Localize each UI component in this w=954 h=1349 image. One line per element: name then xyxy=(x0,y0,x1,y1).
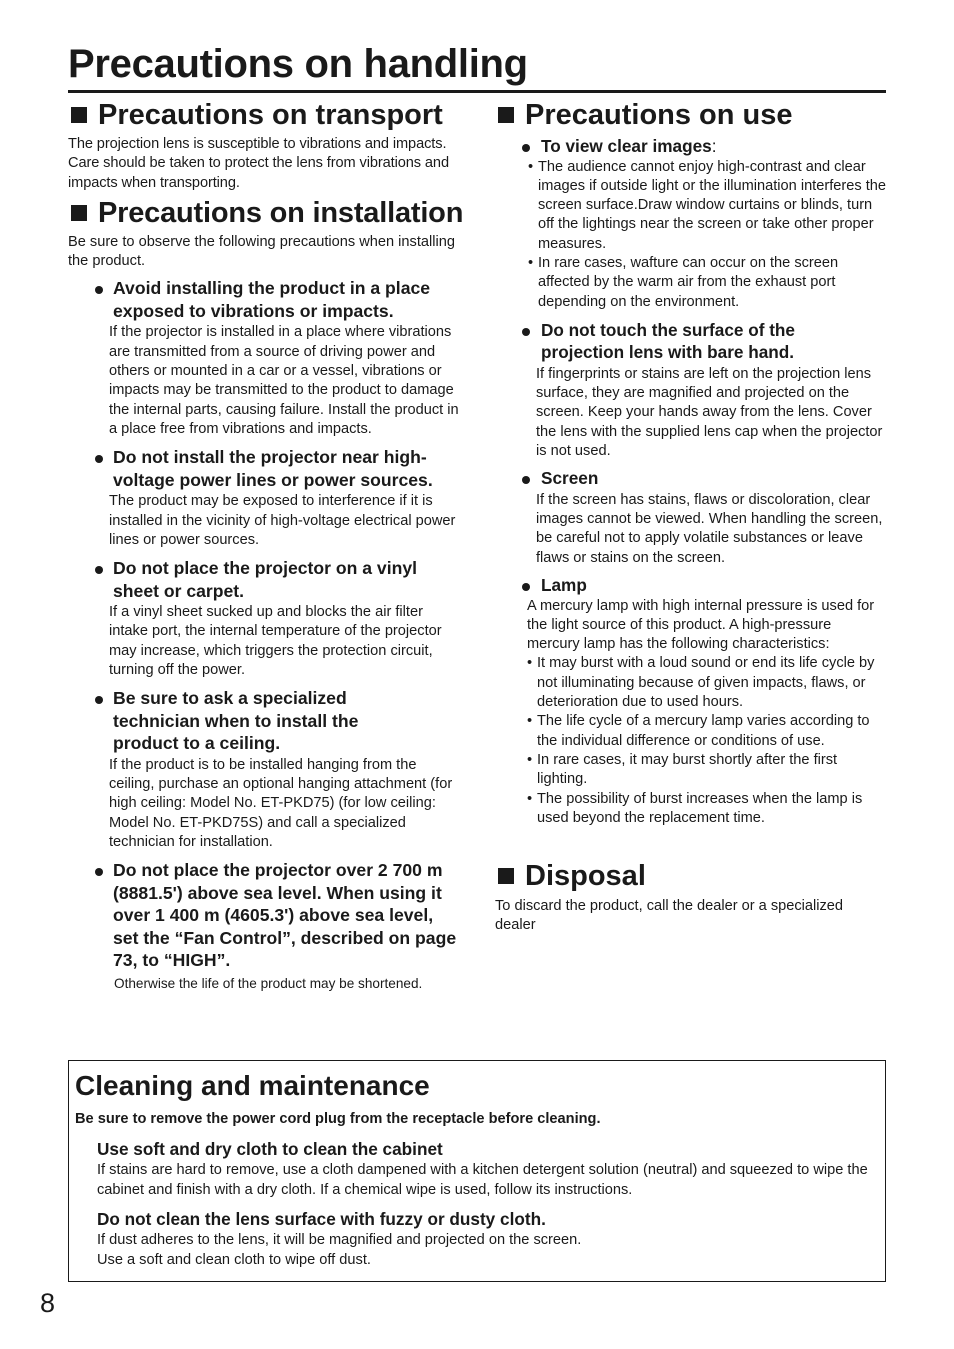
installation-item-heading xyxy=(94,687,460,755)
installation-item-heading xyxy=(94,557,460,602)
disposal-text: To discard the product, call the dealer or a specialized dealer xyxy=(495,898,844,934)
use-lens xyxy=(495,319,887,461)
bullet-mark: • xyxy=(527,713,533,730)
cleaning-warning: Be sure to remove the power cord plug from the receptacle before cleaning. xyxy=(75,1111,601,1127)
list-item xyxy=(528,254,887,312)
installation-item-text: If the projector is installed in a place where vibrations are transmitted from a source of driving power and others or mounted in a car or a vessel, vibrations or impacts may be transmitted to the product to damage the internal parts, causing failure. Install the product in a place free from vibrations and impacts. xyxy=(109,324,459,437)
bullet-icon xyxy=(95,566,103,574)
list-item xyxy=(528,158,887,254)
screen-heading-text: Screen xyxy=(541,468,599,489)
installation-heading xyxy=(68,196,464,229)
clear-images-colon: : xyxy=(711,136,717,156)
bullet-icon xyxy=(522,583,530,591)
clear-images-heading xyxy=(521,135,887,158)
bullet-mark: • xyxy=(528,158,534,175)
clear-images-list xyxy=(528,158,887,312)
installation-item-ceiling xyxy=(94,687,460,852)
installation-item-heading xyxy=(94,277,460,322)
installation-item-vinyl xyxy=(94,557,460,680)
screen-text: If the screen has stains, flaws or discoloration, clear images cannot be viewed. When handling the screen, be careful not to apply volatile substances or leave flaws or stains on the screen. xyxy=(536,491,883,566)
list-item-text: In rare cases, wafture can occur on the screen affected by the warm air from the exhaust port depending on the environment. xyxy=(538,254,839,310)
cabinet-text: If stains are hard to remove, use a cloth dampened with a kitchen detergent solution (neutral) and squeezed to wipe the cabinet and finish with a dry cloth. If a chemical wipe is used, follow its instructions. xyxy=(97,1162,868,1198)
use-screen xyxy=(495,467,887,568)
disposal-heading-text: Disposal xyxy=(525,860,646,892)
list-item xyxy=(527,654,887,712)
cleaning-lens xyxy=(97,1208,872,1270)
lens-cleaning-text: If dust adheres to the lens, it will be magnified and projected on the screen. xyxy=(97,1232,582,1248)
disposal-heading xyxy=(495,860,887,892)
installation-item-text: The product may be exposed to interference if it is installed in the vicinity of high-voltage electrical power lines or power sources. xyxy=(109,493,456,548)
clear-images-heading-text: To view clear images xyxy=(541,136,712,156)
installation-item-heading-text: Be sure to ask a specialized technician when to install the product to a ceiling. xyxy=(113,688,359,754)
lamp-heading-text: Lamp xyxy=(541,575,587,596)
installation-item-heading-text: Do not place the projector on a vinyl sheet or carpet. xyxy=(113,558,418,601)
bullet-icon xyxy=(95,286,103,294)
transport-text: The projection lens is susceptible to vibrations and impacts. Care should be taken to protect the lens from vibrations and impacts when transporting. xyxy=(68,136,449,191)
use-heading-text: Precautions on use xyxy=(525,99,793,131)
transport-heading-text: Precautions on transport xyxy=(98,99,443,131)
lens-cleaning-heading: Do not clean the lens surface with fuzzy or dusty cloth. xyxy=(97,1209,546,1229)
use-clear-images xyxy=(495,135,887,312)
installation-item-text: Otherwise the life of the product may be shortened. xyxy=(114,975,423,991)
square-bullet-icon xyxy=(498,868,514,884)
list-item-text: In rare cases, it may burst shortly after the first lighting. xyxy=(537,751,838,788)
list-item xyxy=(527,790,887,829)
list-item-text: The life cycle of a mercury lamp varies according to the individual difference or conditions of use. xyxy=(537,713,870,749)
bullet-icon xyxy=(522,476,530,484)
bullet-icon xyxy=(95,455,103,463)
installation-item-heading-text: Do not install the projector near high-voltage power lines or power sources. xyxy=(113,447,433,490)
bullet-mark: • xyxy=(527,751,533,768)
installation-list xyxy=(68,277,460,993)
bullet-icon xyxy=(522,144,530,152)
use-heading xyxy=(495,99,887,131)
list-item xyxy=(527,712,887,751)
lens-heading xyxy=(521,319,887,364)
bullet-icon xyxy=(95,696,103,704)
installation-item-heading-text: Avoid installing the product in a place exposed to vibrations or impacts. xyxy=(113,278,431,321)
screen-heading xyxy=(521,467,887,490)
use-lamp xyxy=(495,574,887,828)
left-column xyxy=(68,99,464,993)
list-item-text: The possibility of burst increases when the lamp is used beyond the replacement time. xyxy=(537,790,863,826)
square-bullet-icon xyxy=(498,107,514,123)
installation-heading-text: Precautions on installation xyxy=(98,196,464,229)
installation-item-altitude xyxy=(94,859,460,993)
installation-intro: Be sure to observe the following precautions when installing the product. xyxy=(68,233,455,270)
installation-item-heading xyxy=(94,859,460,972)
installation-item-heading-text: Do not place the projector over 2 700 m (8881.5') above sea level. When using it over 1 400 m (4605.3') above sea level, set the “Fan Control”, described on page 73, to “HIGH”. xyxy=(113,860,457,971)
bullet-mark: • xyxy=(527,790,533,807)
list-item xyxy=(527,751,887,790)
page-number: 8 xyxy=(40,1288,56,1318)
cleaning-box xyxy=(68,1060,886,1282)
lens-heading-text: Do not touch the surface of the projection lens with bare hand. xyxy=(541,319,795,363)
lamp-text: A mercury lamp with high internal pressure is used for the light source of this product. A high-pressure mercury lamp has the following characteristics: xyxy=(527,597,875,653)
page-title: Precautions on handling xyxy=(68,38,886,93)
installation-item-text: If a vinyl sheet sucked up and blocks the air filter intake port, the internal temperature of the projector may increase, which triggers the protection circuit, turning off the power. xyxy=(109,604,442,679)
lamp-heading xyxy=(521,574,887,597)
lens-text: If fingerprints or stains are left on the projection lens surface, they are magnified and projected on the screen. Keep your hands away from the lens. Cover the lens with the supplied lens cap when the projector is not used. xyxy=(536,365,883,460)
installation-item-vibrations xyxy=(94,277,460,439)
installation-item-power-lines xyxy=(94,446,460,550)
cabinet-heading: Use soft and dry cloth to clean the cabinet xyxy=(97,1139,443,1159)
square-bullet-icon xyxy=(71,205,87,221)
disposal-section xyxy=(495,860,887,936)
bullet-mark: • xyxy=(528,254,534,271)
bullet-mark: • xyxy=(527,655,533,672)
installation-item-text: If the product is to be installed hanging from the ceiling, purchase an optional hanging attachment (for high ceiling: Model No. ET-PKD75) (for low ceiling: Model No. ET-PKD75S) and call a specialized technician for installation. xyxy=(109,756,453,851)
list-item-text: It may burst with a loud sound or end its life cycle by not illuminating because of given impacts, flaws, or deterioration due to used hours. xyxy=(537,655,875,711)
transport-heading xyxy=(68,99,460,131)
square-bullet-icon xyxy=(71,107,87,123)
installation-item-heading xyxy=(94,446,460,491)
bullet-icon xyxy=(95,868,103,876)
list-item-text: The audience cannot enjoy high-contrast and clear images if outside light or the illumination interferes the screen surface.Draw window curtains or blinds, turn off the lightings near the screen or take other proper measures. xyxy=(538,158,886,252)
cleaning-cabinet xyxy=(97,1138,872,1200)
bullet-icon xyxy=(522,328,530,336)
right-column xyxy=(495,99,887,828)
cleaning-heading: Cleaning and maintenance xyxy=(75,1070,430,1101)
lamp-list xyxy=(527,654,887,828)
lens-cleaning-text: Use a soft and clean cloth to wipe off dust. xyxy=(97,1252,371,1268)
